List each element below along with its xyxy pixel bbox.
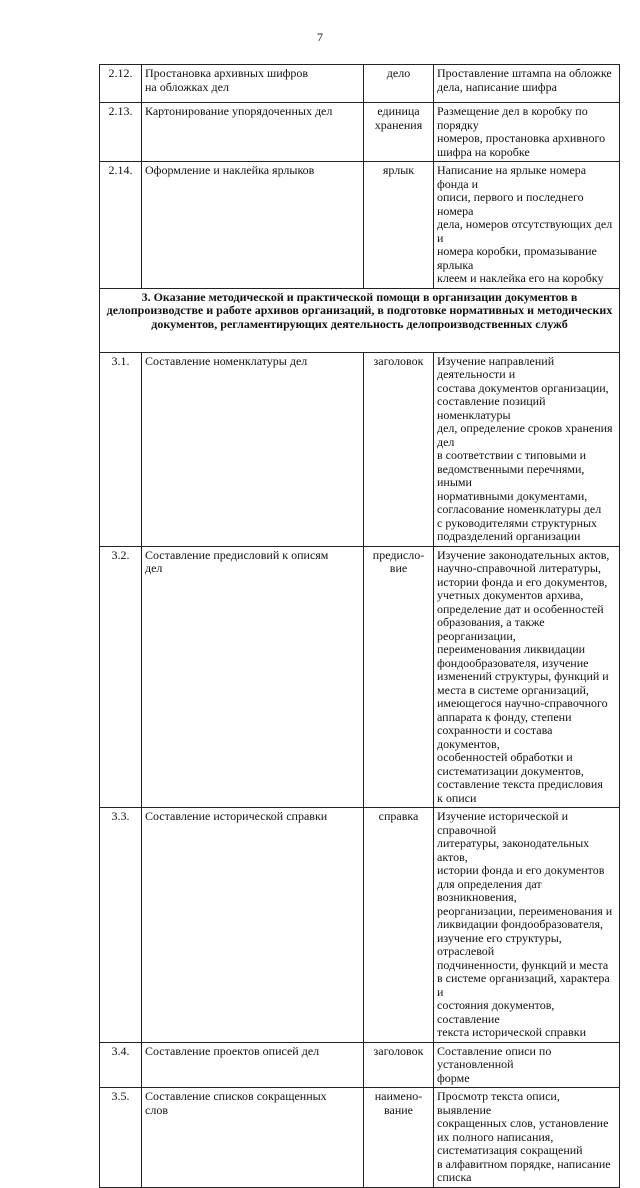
work-name: Картонирование упорядоченных дел bbox=[142, 103, 364, 162]
table-row bbox=[100, 103, 620, 162]
unit-of-measure: заголовок bbox=[364, 1042, 434, 1088]
work-name: Составление проектов описей дел bbox=[142, 1042, 364, 1088]
table-row bbox=[100, 546, 620, 808]
unit-of-measure: заголовок bbox=[364, 352, 434, 546]
work-description: Изучение законодательных актов, научно-справочной литературы, истории фонда и его документов, учетных документов архива, определение дат и особенностей образования, а также реорганизации, переименования ликвидации фондообразователя, изучение изменений структуры, функций и места в системе организаций, имеющегося научно-справочного аппарата к фонду, степени сохранности и состава документов, особенностей обработки и систематизации документов, составление текста предисловия к описи bbox=[434, 546, 620, 808]
work-name: Составление исторической справки bbox=[142, 808, 364, 1043]
table-row bbox=[100, 65, 620, 103]
work-description: Просмотр текста описи, выявление сокращенных слов, установление их полного написания, систематизация сокращений в алфавитном порядке, написание списка bbox=[434, 1088, 620, 1188]
row-number: 3.3. bbox=[100, 808, 142, 1043]
row-number: 2.12. bbox=[100, 65, 142, 103]
unit-of-measure: ярлык bbox=[364, 162, 434, 289]
work-name: Составление номенклатуры дел bbox=[142, 352, 364, 546]
work-description: Размещение дел в коробку по порядку номеров, простановка архивного шифра на коробке bbox=[434, 103, 620, 162]
unit-of-measure: справка bbox=[364, 808, 434, 1043]
work-description: Составление описи по установленной форме bbox=[434, 1042, 620, 1088]
unit-of-measure: дело bbox=[364, 65, 434, 103]
work-description: Проставление штампа на обложке дела, написание шифра bbox=[434, 65, 620, 103]
table-row bbox=[100, 1088, 620, 1188]
work-description: Написание на ярлыке номера фонда и описи, первого и последнего номера дела, номеров отсутствующих дел и номера коробки, промазывание ярлыка клеем и наклейка его на коробку bbox=[434, 162, 620, 289]
row-number: 3.2. bbox=[100, 546, 142, 808]
row-number: 3.5. bbox=[100, 1088, 142, 1188]
page-number: 7 bbox=[317, 30, 323, 44]
unit-of-measure: наимено- вание bbox=[364, 1088, 434, 1188]
unit-of-measure: единица хранения bbox=[364, 103, 434, 162]
row-number: 2.13. bbox=[100, 103, 142, 162]
works-table bbox=[99, 64, 620, 1188]
work-name: Составление списков сокращенных слов bbox=[142, 1088, 364, 1188]
row-number: 3.1. bbox=[100, 352, 142, 546]
row-number: 2.14. bbox=[100, 162, 142, 289]
section-row bbox=[100, 288, 620, 352]
work-name: Оформление и наклейка ярлыков bbox=[142, 162, 364, 289]
table-row bbox=[100, 162, 620, 289]
section-heading: 3. Оказание методической и практической помощи в организации документов в делопроизводстве и работе архивов организаций, в подготовке нормативных и методических документов, регламентирующих деятельность делопроизводственных служб bbox=[100, 288, 620, 352]
work-description: Изучение исторической и справочной литературы, законодательных актов, истории фонда и его документов для определения дат возникновения, реорганизации, переименования и ликвидации фондообразователя, изучение его структуры, отраслевой подчиненности, функций и места в системе организаций, характера и состояния документов, составление текста исторической справки bbox=[434, 808, 620, 1043]
unit-of-measure: предисло- вие bbox=[364, 546, 434, 808]
table-row bbox=[100, 352, 620, 546]
table-row bbox=[100, 1042, 620, 1088]
row-number: 3.4. bbox=[100, 1042, 142, 1088]
work-name: Простановка архивных шифров на обложках дел bbox=[142, 65, 364, 103]
work-name: Составление предисловий к описям дел bbox=[142, 546, 364, 808]
work-description: Изучение направлений деятельности и состава документов организации, составление позиций номенклатуры дел, определение сроков хранения дел в соответствии с типовыми и ведомственными перечнями, иными нормативными документами, согласование номенклатуры дел с руководителями структурных подразделений организации bbox=[434, 352, 620, 546]
table-row bbox=[100, 808, 620, 1043]
